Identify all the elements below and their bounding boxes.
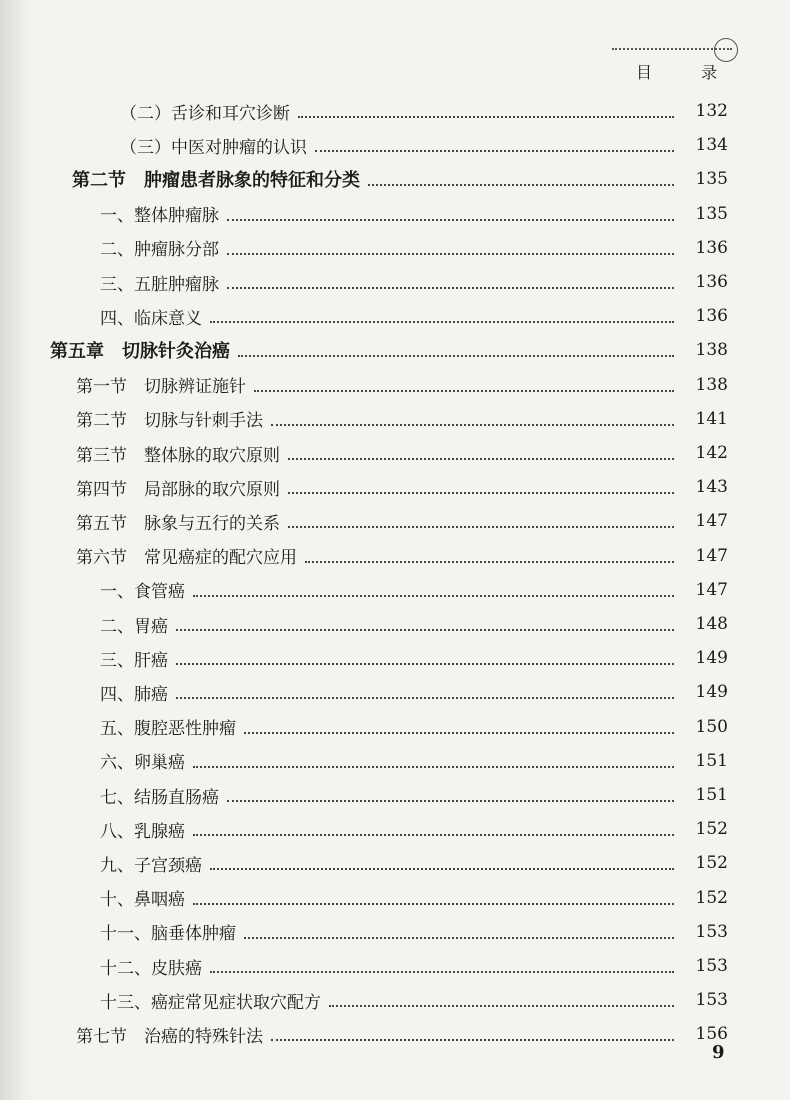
header-ornament xyxy=(612,48,732,60)
toc-entry-page-number: 153 xyxy=(695,990,728,1011)
running-head-title: 目 录 xyxy=(636,63,740,82)
dot-leader xyxy=(305,561,674,563)
dot-leader xyxy=(210,971,674,973)
toc-entry-page-number: 138 xyxy=(695,340,728,361)
toc-entry[interactable] xyxy=(0,676,790,708)
toc-entry-label: 八、乳腺癌 xyxy=(100,821,185,842)
dot-leader xyxy=(227,253,674,255)
toc-entry-label: 一、食管癌 xyxy=(100,582,185,603)
dot-leader xyxy=(193,903,674,905)
toc-entry[interactable] xyxy=(0,437,790,469)
toc-entry[interactable] xyxy=(0,471,790,503)
dot-leader xyxy=(244,937,674,939)
toc-entry-label: 二、肿瘤脉分部 xyxy=(100,240,219,261)
toc-entry-page-number: 151 xyxy=(695,785,728,805)
toc-entry-label: 十二、皮肤癌 xyxy=(100,958,202,979)
toc-entry-label: 第七节 治癌的特殊针法 xyxy=(76,1026,263,1047)
toc-entry[interactable] xyxy=(0,403,790,435)
toc-entry[interactable] xyxy=(0,95,790,127)
dot-leader xyxy=(298,116,674,118)
toc-entry-label: 十三、癌症常见症状取穴配方 xyxy=(100,992,321,1013)
toc-entry-page-number: 142 xyxy=(695,443,728,463)
toc-entry[interactable] xyxy=(0,608,790,640)
toc-entry-label: 第三节 整体脉的取穴原则 xyxy=(76,445,280,466)
dot-leader xyxy=(244,732,674,734)
toc-entry-label: 五、腹腔恶性肿瘤 xyxy=(100,719,236,740)
toc-entry[interactable] xyxy=(0,334,790,366)
toc-entry-label: 十、鼻咽癌 xyxy=(100,890,185,911)
toc-entry-label: 第一节 切脉辨证施针 xyxy=(76,377,246,398)
toc-entry-label: 九、子宫颈癌 xyxy=(100,855,202,876)
dot-leader xyxy=(193,595,674,597)
toc-entry[interactable] xyxy=(0,984,790,1016)
dot-leader xyxy=(288,526,674,528)
toc-entry-page-number: 151 xyxy=(695,750,728,771)
toc-entry[interactable] xyxy=(0,198,790,230)
toc-entry[interactable] xyxy=(0,882,790,914)
toc-entry-page-number: 138 xyxy=(695,374,728,395)
toc-entry-page-number: 136 xyxy=(695,272,728,292)
toc-entry[interactable] xyxy=(0,916,790,948)
dot-leader xyxy=(210,868,674,870)
toc-entry-page-number: 149 xyxy=(695,682,728,703)
toc-entry-page-number: 153 xyxy=(695,956,728,976)
toc-entry-label: 十一、脑垂体肿瘤 xyxy=(100,924,236,945)
dot-leader xyxy=(176,629,674,631)
dot-leader xyxy=(227,219,674,221)
toc-entry-page-number: 141 xyxy=(695,408,728,429)
dot-leader xyxy=(227,800,674,802)
dot-leader xyxy=(254,390,674,392)
toc-entry-label: 一、整体肿瘤脉 xyxy=(100,206,219,227)
toc-entry[interactable] xyxy=(0,574,790,606)
dot-leader xyxy=(288,458,674,460)
dot-leader xyxy=(176,663,674,665)
toc-entry-page-number: 149 xyxy=(695,648,728,669)
toc-entry-label: 三、五脏肿瘤脉 xyxy=(100,274,219,295)
toc-entry[interactable] xyxy=(0,266,790,298)
toc-entry-page-number: 152 xyxy=(695,887,728,908)
toc-entry-label: 第二节 切脉与针刺手法 xyxy=(76,411,263,432)
toc-entry-page-number: 135 xyxy=(695,203,728,224)
toc-entry[interactable] xyxy=(0,232,790,264)
toc-entry-label: （二）舌诊和耳穴诊断 xyxy=(120,103,290,124)
toc-entry-label: （三）中医对肿瘤的认识 xyxy=(120,137,307,158)
toc-entry-label: 三、肝癌 xyxy=(100,650,168,671)
dot-leader xyxy=(193,766,674,768)
dot-leader xyxy=(271,1039,674,1041)
toc-entry[interactable] xyxy=(0,300,790,332)
toc-entry-label: 第二节 肿瘤患者脉象的特征和分类 xyxy=(72,170,360,192)
toc-entry-page-number: 136 xyxy=(695,306,728,327)
toc-entry[interactable] xyxy=(0,1018,790,1050)
toc-entry[interactable] xyxy=(0,642,790,674)
toc-entry[interactable] xyxy=(0,163,790,195)
dot-leader xyxy=(210,321,674,323)
toc-entry-page-number: 143 xyxy=(695,477,728,498)
dot-leader xyxy=(368,184,674,186)
toc-entry-page-number: 132 xyxy=(695,101,728,121)
toc-entry-label: 第四节 局部脉的取穴原则 xyxy=(76,479,280,500)
toc-entry-page-number: 147 xyxy=(695,545,728,566)
toc-entry[interactable] xyxy=(0,745,790,777)
toc-entry-page-number: 134 xyxy=(695,135,728,156)
toc-entry-page-number: 156 xyxy=(695,1024,728,1045)
dot-leader xyxy=(288,492,674,494)
toc-entry-label: 七、结肠直肠癌 xyxy=(100,787,219,808)
toc-entry-page-number: 150 xyxy=(695,716,728,737)
toc-entry[interactable] xyxy=(0,129,790,161)
toc-entry[interactable] xyxy=(0,505,790,537)
toc-entry[interactable] xyxy=(0,950,790,982)
toc-entry-page-number: 147 xyxy=(695,511,728,532)
toc-entry-label: 第六节 常见癌症的配穴应用 xyxy=(76,548,297,569)
toc-entry-label: 四、临床意义 xyxy=(100,308,202,329)
toc-entry-page-number: 147 xyxy=(695,579,728,600)
toc-entry-label: 六、卵巢癌 xyxy=(100,753,185,774)
toc-entry[interactable] xyxy=(0,847,790,879)
toc-entry-page-number: 152 xyxy=(695,819,728,840)
dot-leader xyxy=(176,697,674,699)
dot-leader xyxy=(329,1005,674,1007)
toc-entry-page-number: 153 xyxy=(695,921,728,942)
toc-entry-label: 第五节 脉象与五行的关系 xyxy=(76,513,280,534)
dot-leader xyxy=(227,287,674,289)
page-number: 9 xyxy=(712,1042,725,1063)
toc-entry[interactable] xyxy=(0,813,790,845)
dot-leader xyxy=(193,834,674,836)
toc-entry[interactable] xyxy=(0,369,790,401)
toc-entry[interactable] xyxy=(0,540,790,572)
flourish-ornament-icon xyxy=(714,38,738,62)
toc-entry[interactable] xyxy=(0,779,790,811)
dot-leader xyxy=(271,424,674,426)
toc-entry-label: 第五章 切脉针灸治癌 xyxy=(50,341,230,363)
toc-entry[interactable] xyxy=(0,711,790,743)
toc-entry-page-number: 136 xyxy=(695,237,728,258)
toc-entry-page-number: 152 xyxy=(695,853,728,874)
toc-entry-label: 二、胃癌 xyxy=(100,616,168,637)
dot-leader xyxy=(315,150,674,152)
toc-entry-label: 四、肺癌 xyxy=(100,684,168,705)
dot-leader xyxy=(238,355,674,357)
toc-entry-page-number: 135 xyxy=(695,169,728,190)
toc-entry-page-number: 148 xyxy=(695,614,728,634)
